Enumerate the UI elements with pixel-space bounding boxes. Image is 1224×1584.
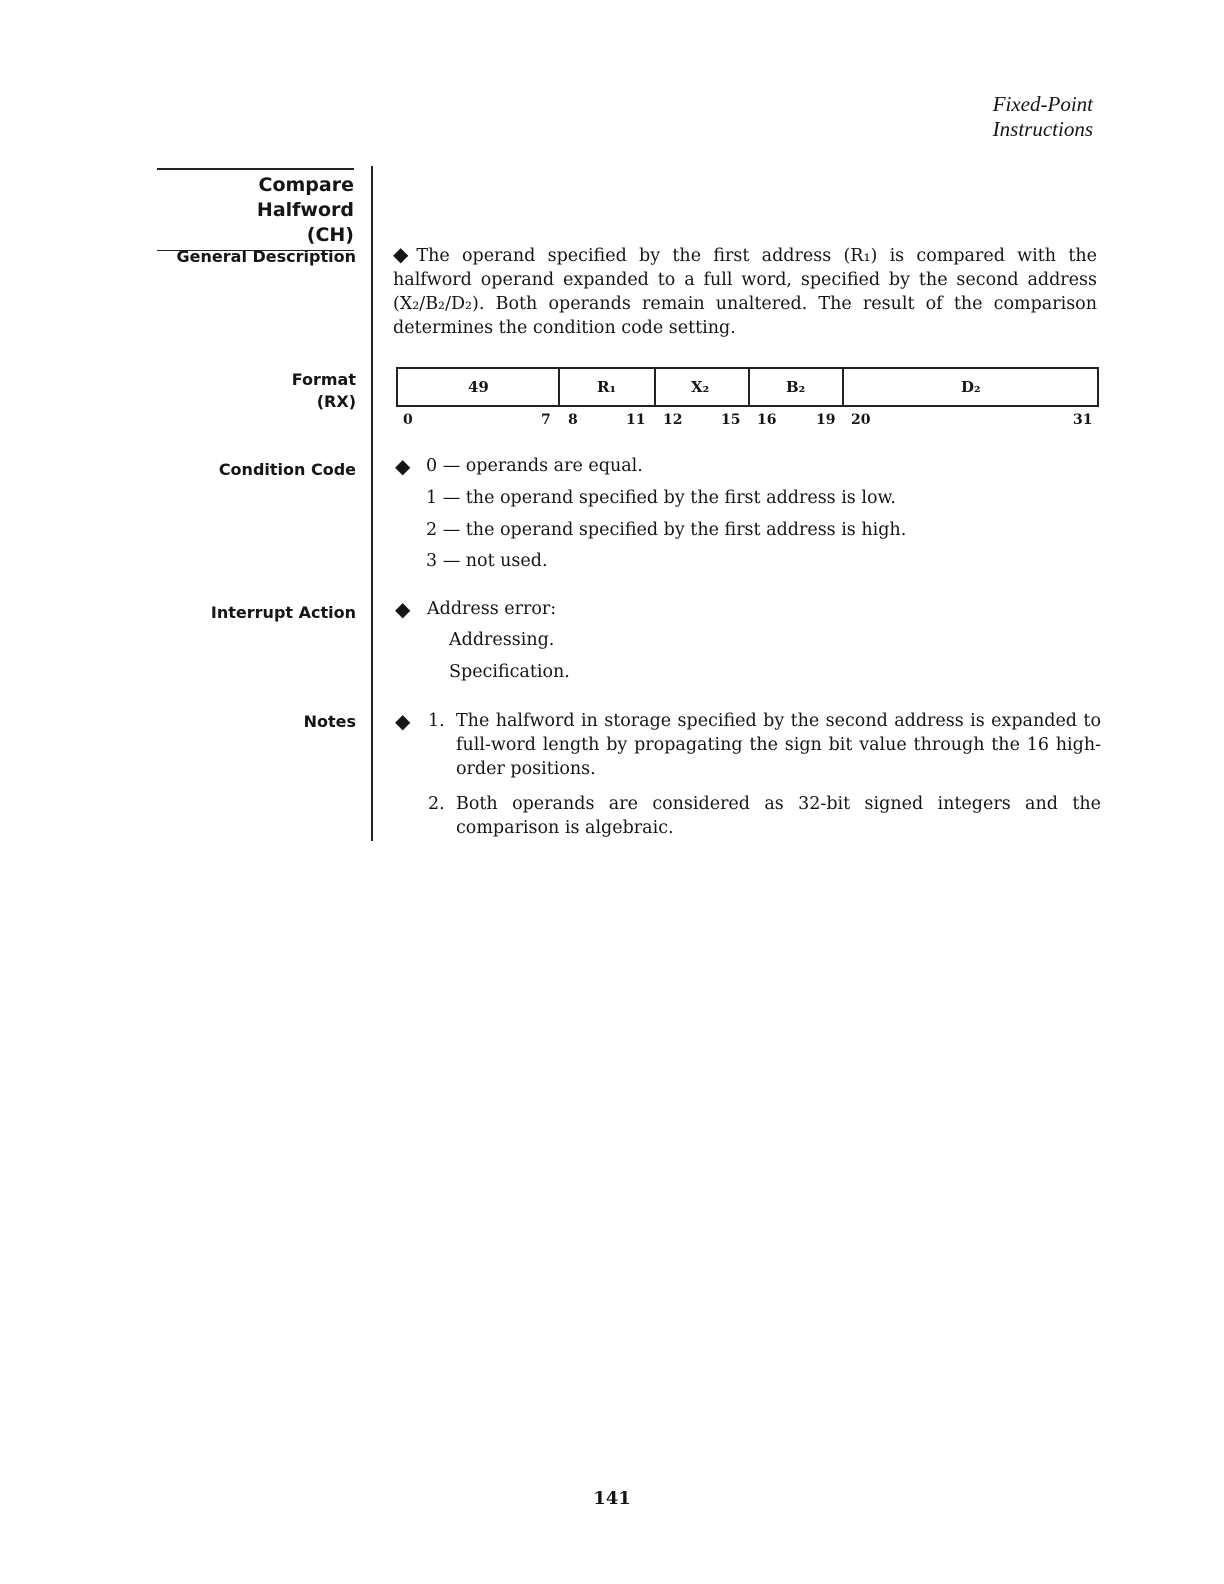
bit-number: 20 [851,412,871,428]
general-description-body: The operand specified by the first address (R₁) is compared with the halfword operand expanded to a full word, specified by the second address (X₂/B₂/D₂). Both operands remain unaltered. The result of the comparison determines the condition code setting. [393,246,1097,338]
label-condition-code-text: Condition Code [218,460,356,479]
interrupt-action-heading: Address error: [427,599,557,619]
bit-number: 0 [403,412,413,428]
bullet-diamond-icon: ◆ [395,709,411,733]
title-line2: (CH) [306,224,354,246]
bit-number: 19 [816,412,836,428]
format-field-opcode [398,369,560,405]
bit-number: 15 [721,412,741,428]
bullet-diamond-icon: ◆ [395,454,411,478]
condition-code-item: 3 — not used. [426,551,548,571]
format-field-d2 [844,369,1097,405]
title-line1: Compare Halfword [256,174,354,221]
label-format-line1: Format [291,370,356,389]
label-condition-code [219,459,356,481]
vertical-rule [371,166,373,841]
format-field-x2 [656,369,750,405]
bit-number: 7 [541,412,551,428]
bit-number: 11 [626,412,646,428]
label-format [292,369,356,413]
note-item [428,792,1101,840]
interrupt-action-item: Addressing. [449,630,555,650]
format-field-d2-label: D₂ [961,378,981,396]
note-item [428,709,1101,781]
bit-number: 12 [663,412,683,428]
running-head-line1: Fixed-Point [992,92,1093,116]
note-text: The halfword in storage specified by the second address is expanded to full-word length by propagating the sign bit value through the 16 high-order positions. [456,711,1101,779]
note-number: 2. [428,794,445,814]
general-description-text [393,244,1097,340]
format-field-b2 [750,369,844,405]
note-number: 1. [428,711,445,731]
instruction-title [157,168,354,251]
condition-code-item: 0 — operands are equal. [426,456,643,476]
format-field-opcode-label: 49 [468,378,489,396]
label-notes [304,711,356,733]
bit-number: 8 [568,412,578,428]
instruction-format-diagram [396,367,1099,407]
label-interrupt-action [211,602,356,624]
condition-code-item: 2 — the operand specified by the first address is high. [426,520,907,540]
format-field-b2-label: B₂ [786,378,806,396]
label-general-description [177,246,356,268]
running-head-line2: Instructions [992,117,1093,141]
label-interrupt-action-text: Interrupt Action [210,603,356,622]
bit-number: 31 [1073,412,1093,428]
bit-number: 16 [757,412,777,428]
bullet-diamond-icon: ◆ [395,597,411,621]
bullet-diamond-icon: ◆ [393,242,409,266]
running-head [993,92,1093,142]
condition-code-item: 1 — the operand specified by the first address is low. [426,488,896,508]
format-field-x2-label: X₂ [691,378,710,396]
page-number: 141 [593,1488,631,1509]
format-field-r1-label: R₁ [597,378,617,396]
label-format-line2: (RX) [316,392,356,411]
interrupt-action-item: Specification. [449,662,570,682]
label-notes-text: Notes [303,712,356,731]
label-general-description-text: General Description [176,247,356,266]
format-field-r1 [560,369,656,405]
note-text: Both operands are considered as 32-bit signed integers and the comparison is algebraic. [456,794,1101,838]
